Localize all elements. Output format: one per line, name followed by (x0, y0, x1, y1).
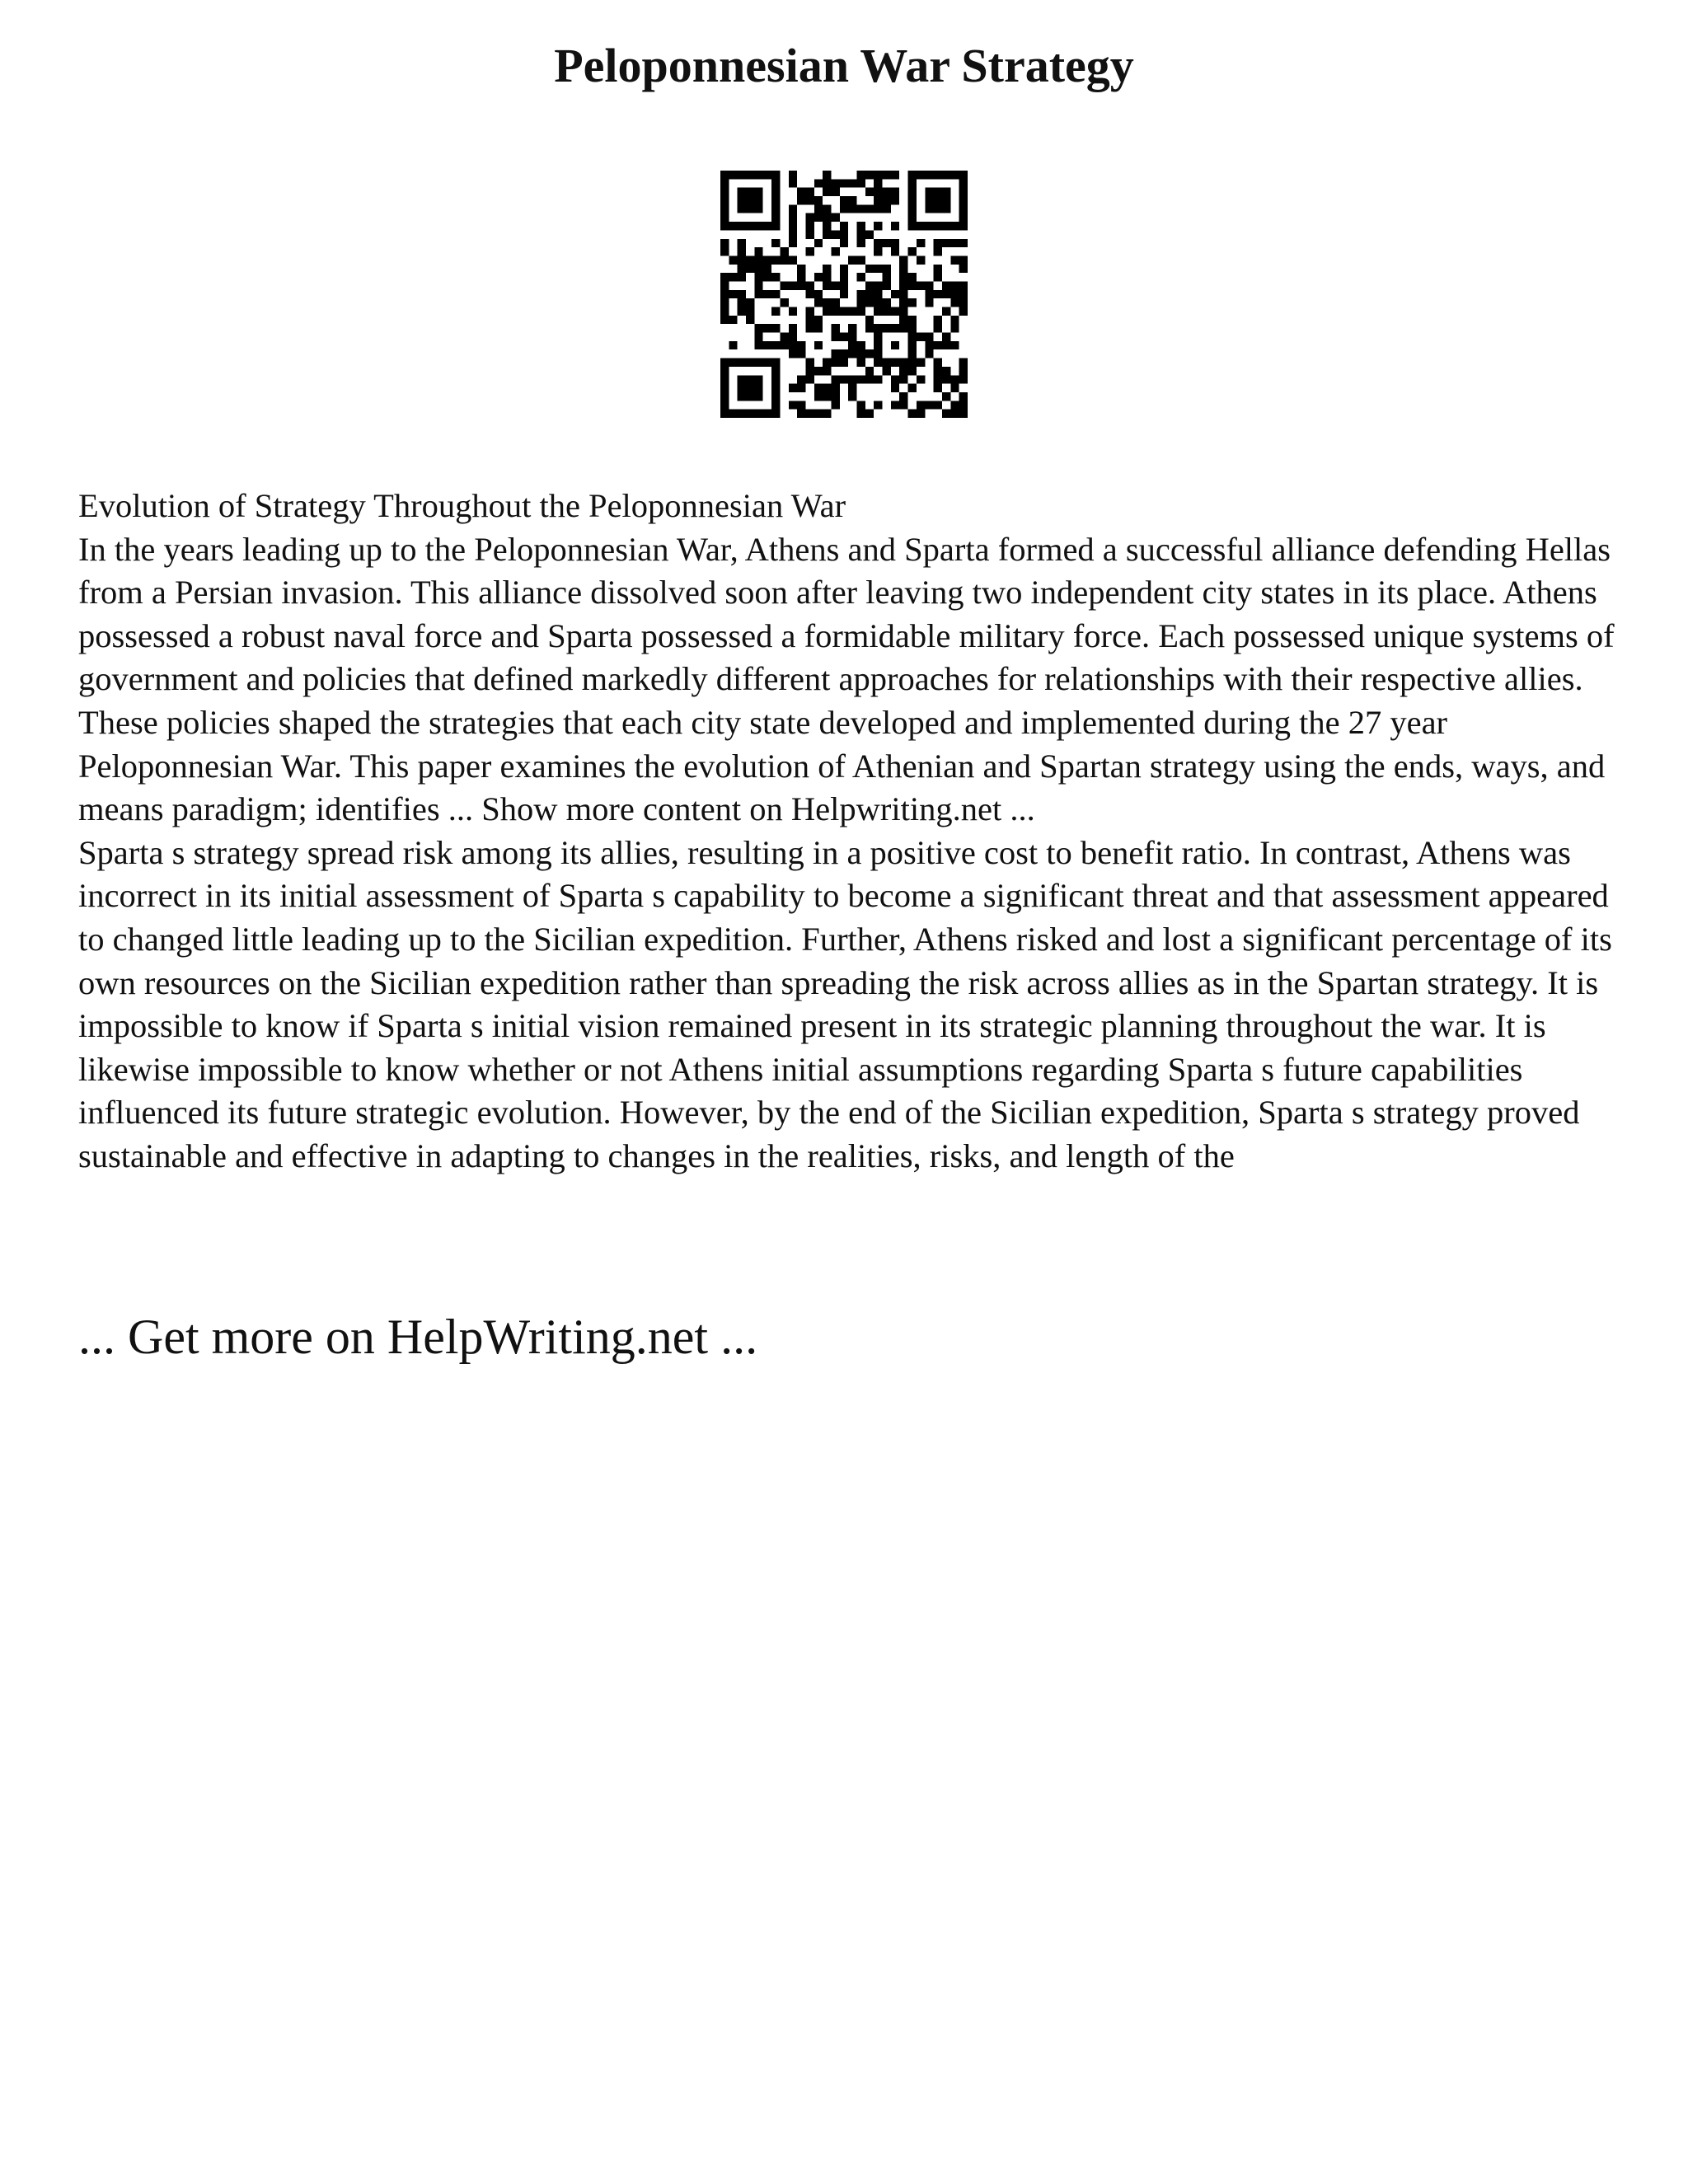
get-more-link[interactable]: ... Get more on HelpWriting.net ... (78, 1310, 758, 1364)
article-paragraph-1: In the years leading up to the Peloponnesian War, Athens and Sparta formed a successful alliance defending Hellas from a Persian invasion. This alliance dissolved soon after leaving two independent city states in its place. Athens possessed a robust naval force and Sparta possessed a formidable military force. Each possessed unique systems of government and policies that defined markedly different approaches for relationships with their respective allies. These policies shaped the strategies that each city state developed and implemented during the 27 year Peloponnesian War. This paper examines the evolution of Athenian and Spartan strategy using the ends, ways, and means paradigm; identifies ... Show more content on Helpwriting.net ... (78, 530, 1615, 828)
article-paragraph-2: Sparta s strategy spread risk among its allies, resulting in a positive cost to benefit ratio. In contrast, Athens was incorrect in its initial assessment of Sparta s capability to become a significant threat and that assessment appeared to changed little leading up to the Sicilian expedition. Further, Athens risked and lost a significant percentage of its own resources on the Sicilian expedition rather than spreading the risk across allies as in the Spartan strategy. It is impossible to know if Sparta s initial vision remained present in its strategic planning throughout the war. It is likewise impossible to know whether or not Athens initial assumptions regarding Sparta s future capabilities influenced its future strategic evolution. However, by the end of the Sicilian expedition, Sparta s strategy proved sustainable and effective in adapting to changes in the realities, risks, and length of the (78, 833, 1612, 1174)
qr-code-icon (720, 171, 968, 418)
page-title: Peloponnesian War Strategy (554, 39, 1134, 92)
article-subtitle: Evolution of Strategy Throughout the Peloponnesian War (78, 487, 846, 524)
article-body (78, 485, 1636, 1179)
